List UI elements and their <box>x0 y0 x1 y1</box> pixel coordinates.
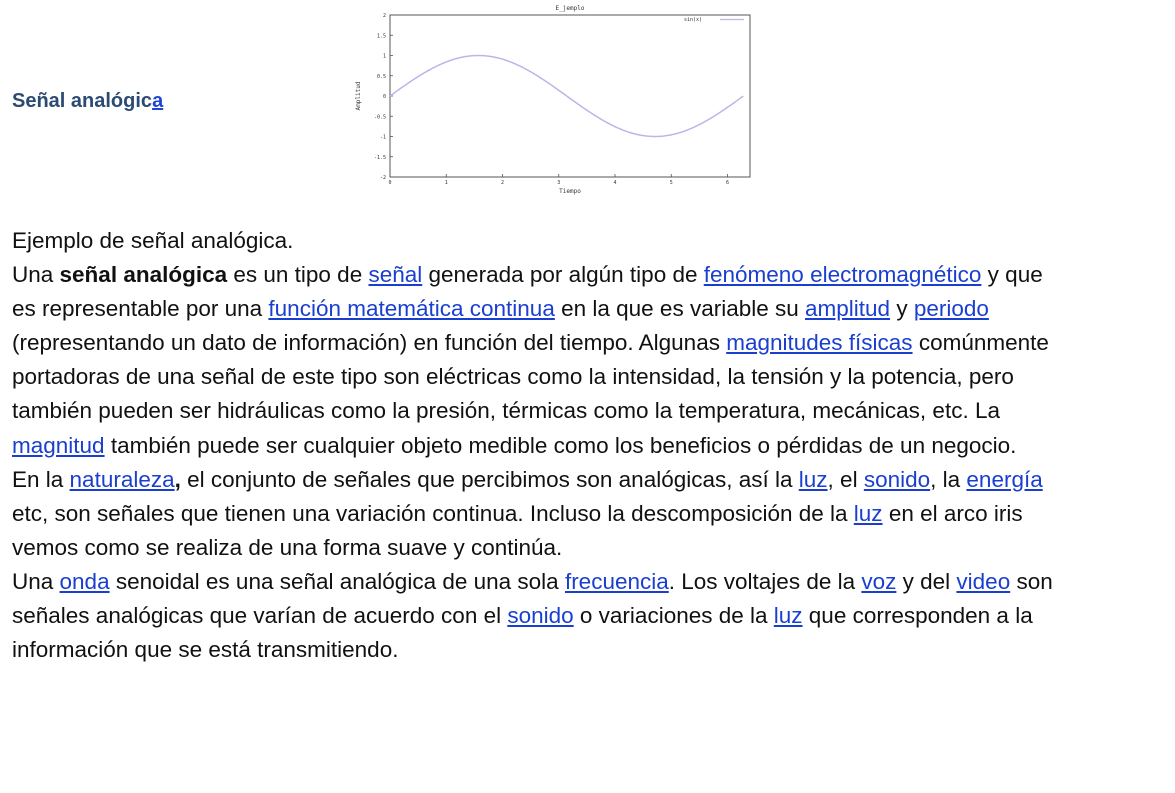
chart-title: E_jemplo <box>555 5 585 12</box>
text-run: es un tipo de <box>227 262 369 288</box>
text-run: o variaciones de la <box>573 603 774 629</box>
inline-link[interactable]: frecuencia <box>564 568 669 594</box>
text-run: generada por algún tipo de <box>422 262 704 288</box>
text-run: también puede ser cualquier objeto medible como los beneficios o pérdidas de un negocio. <box>104 432 1017 458</box>
y-tick-label: 0 <box>382 94 386 100</box>
inline-link[interactable]: luz <box>853 500 883 526</box>
chart-y-label: Amplitud <box>355 81 362 111</box>
y-tick-label: -2 <box>379 175 386 181</box>
text-run: y que es representable por una <box>12 262 1043 322</box>
paragraph <box>12 258 1072 463</box>
inline-link[interactable]: función matemática continua <box>268 296 555 322</box>
text-run: (representando un dato de información) en función del tiempo. Algunas <box>12 330 727 356</box>
plot-frame <box>390 15 750 177</box>
caption: Ejemplo de señal analógica. <box>12 228 294 253</box>
inline-link[interactable]: onda <box>59 568 110 594</box>
text-run: , el <box>827 466 864 492</box>
inline-link[interactable]: energía <box>966 466 1043 492</box>
text-run: senoidal es una señal analógica de una sola <box>109 568 565 594</box>
y-tick-label: -1.5 <box>373 154 386 161</box>
article-body <box>12 224 1072 667</box>
y-tick-label: -0.5 <box>373 114 386 121</box>
y-tick-label: -1 <box>379 134 386 141</box>
inline-link[interactable]: luz <box>773 603 803 629</box>
x-tick-label: 0 <box>388 180 392 186</box>
text-run: , la <box>930 466 967 492</box>
inline-link[interactable]: sonido <box>507 603 574 629</box>
y-tick-label: 1.5 <box>376 33 386 40</box>
text-run: comúnmente portadoras de una señal de este tipo son eléctricas como la intensidad, la tensión y la potencia, pero también pueden ser hidráulicas como la presión, térmicas como la temperatura, mecánicas, etc. La <box>12 330 1049 424</box>
text-run: y del <box>896 568 957 594</box>
inline-link[interactable]: magnitud <box>12 432 105 458</box>
x-tick-label: 4 <box>613 180 617 186</box>
text-run: en el arco iris vemos como se realiza de una forma suave y continúa. <box>12 500 1023 560</box>
inline-link[interactable]: señal <box>368 262 423 288</box>
chart-x-label: Tiempo <box>559 188 581 195</box>
x-tick-label: 6 <box>725 180 730 186</box>
text-run: y <box>890 296 914 322</box>
text-run: Una <box>12 568 60 594</box>
section-heading <box>12 90 163 113</box>
x-tick-label: 3 <box>557 180 561 186</box>
inline-link[interactable]: magnitudes físicas <box>726 330 913 356</box>
heading-anchor-link[interactable]: a <box>152 90 164 112</box>
x-tick-label: 5 <box>669 180 673 186</box>
text-run: el conjunto de señales que percibimos son analógicas, así la <box>180 466 799 492</box>
chart-legend-label: sin(x) <box>683 17 703 23</box>
heading-text: Señal analógic <box>12 90 153 112</box>
bold-text: señal analógica <box>59 262 228 288</box>
sine-wave-chart <box>348 0 766 200</box>
text-run: que corresponden a la información que se está transmitiendo. <box>12 603 1033 663</box>
inline-link[interactable]: fenómeno electromagnético <box>703 262 982 288</box>
inline-link[interactable]: periodo <box>913 296 989 322</box>
paragraph <box>12 463 1072 565</box>
inline-link[interactable]: voz <box>861 568 897 594</box>
y-tick-label: 1 <box>382 53 386 60</box>
inline-link[interactable]: amplitud <box>805 296 891 322</box>
text-run: son señales analógicas que varían de acuerdo con el <box>12 568 1053 629</box>
inline-link[interactable]: luz <box>798 466 828 492</box>
text-run: etc, son señales que tienen una variación continua. Incluso la descomposición de la <box>12 500 854 526</box>
inline-link[interactable]: video <box>956 568 1011 594</box>
text-run: En la <box>12 466 70 492</box>
x-tick-label: 1 <box>444 180 448 186</box>
paragraph <box>12 565 1072 667</box>
inline-link[interactable]: naturaleza <box>69 466 175 492</box>
text-run: en la que es variable su <box>554 296 806 322</box>
text-run: Una <box>12 262 60 288</box>
x-tick-label: 2 <box>500 180 505 186</box>
inline-link[interactable]: sonido <box>863 466 931 492</box>
bold-text: , <box>174 466 181 492</box>
text-run: . Los voltajes de la <box>668 568 862 594</box>
y-tick-label: 2 <box>382 13 386 19</box>
y-tick-label: 0.5 <box>376 73 386 80</box>
